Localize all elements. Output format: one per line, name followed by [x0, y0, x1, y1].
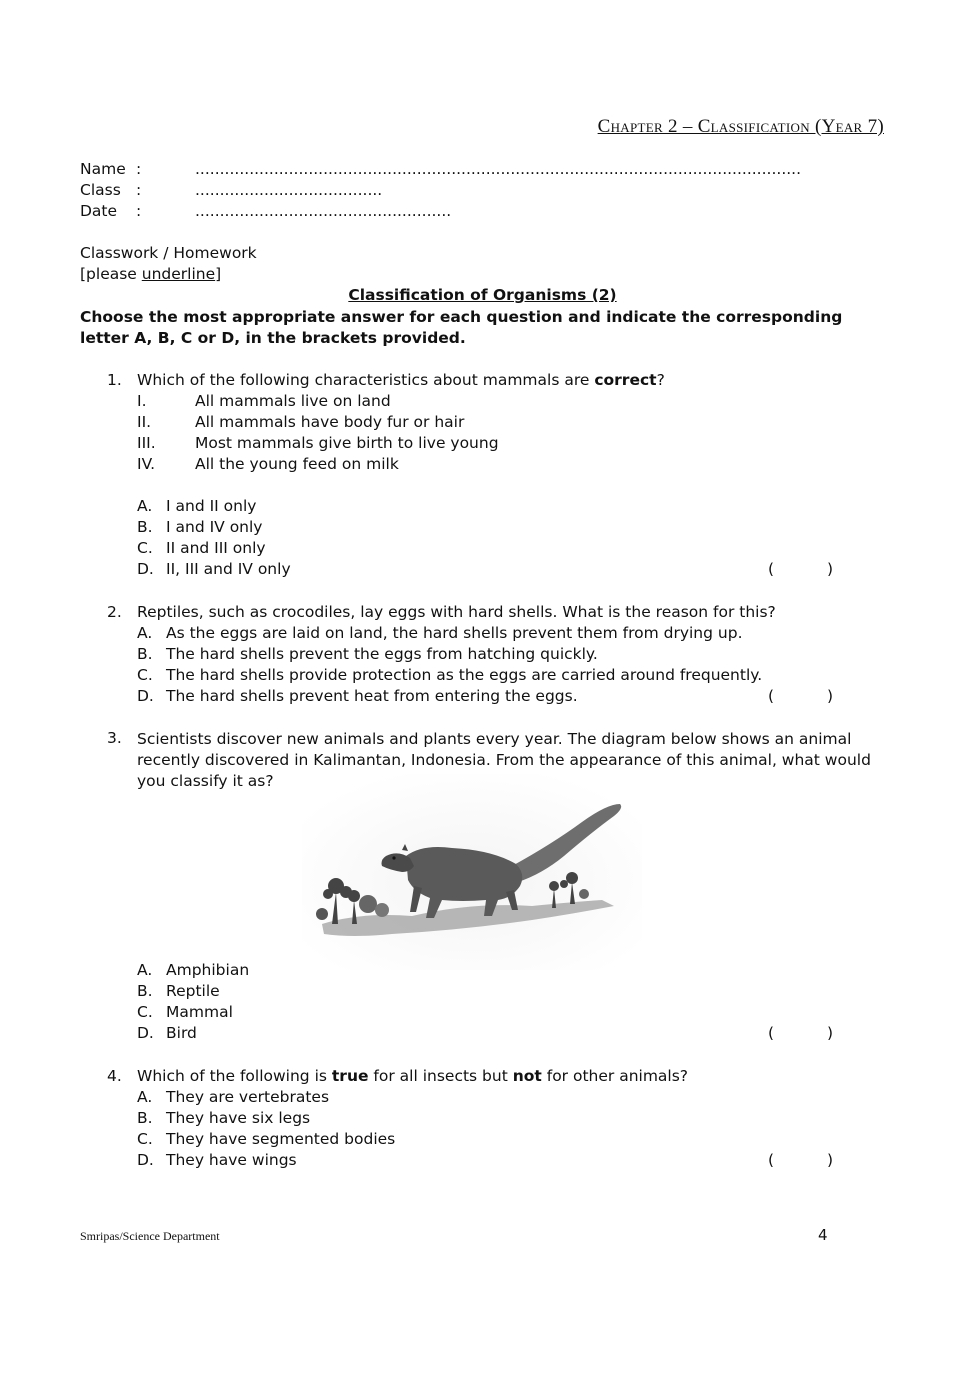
q3-option: Bird — [166, 1024, 197, 1042]
work-type: Classwork / Homework — [80, 244, 257, 262]
q1-statement-num: IV. — [137, 455, 156, 473]
q1-text — [137, 371, 665, 389]
q4-text-bold-not: not — [512, 1067, 542, 1085]
q4-option-letter: B. — [137, 1109, 153, 1127]
q3-option: Amphibian — [166, 961, 250, 979]
q3-number: 3. — [107, 729, 122, 747]
q1-statement-num: III. — [137, 434, 156, 452]
q1-statement: All mammals live on land — [195, 392, 391, 410]
q2-option: The hard shells prevent heat from entering the eggs. — [166, 687, 578, 705]
q1-option: II, III and IV only — [166, 560, 291, 578]
class-label: Class — [80, 181, 121, 199]
name-label: Name — [80, 160, 126, 178]
footer-department: Smripas/Science Department — [80, 1229, 220, 1243]
q2-option-letter: B. — [137, 645, 153, 663]
q1-text-end: ? — [656, 371, 665, 389]
q1-option: I and IV only — [166, 518, 263, 536]
q4-option-letter: D. — [137, 1151, 154, 1169]
q1-option-letter: D. — [137, 560, 154, 578]
underline-prefix: [please — [80, 265, 142, 283]
name-colon: : — [136, 160, 142, 178]
q1-option: II and III only — [166, 539, 266, 557]
q4-text-part: Which of the following is — [137, 1067, 332, 1085]
q2-answer-bracket-close[interactable]: ) — [827, 687, 834, 705]
chapter-heading: Chapter 2 – Classification (Year 7) — [597, 116, 884, 137]
q1-statement: Most mammals give birth to live young — [195, 434, 499, 452]
q2-answer-bracket-open[interactable]: ( — [768, 687, 775, 705]
q1-answer-bracket-open[interactable]: ( — [768, 560, 775, 578]
date-field[interactable]: .................................................... — [195, 202, 452, 220]
q4-option: They are vertebrates — [166, 1088, 330, 1106]
q4-answer-bracket-close[interactable]: ) — [827, 1151, 834, 1169]
q4-option: They have six legs — [166, 1109, 311, 1127]
q4-option-letter: A. — [137, 1088, 153, 1106]
instruction: Choose the most appropriate answer for each question and indicate the corresponding letter A, B, C or D, in the brackets provided. — [80, 308, 843, 347]
underline-suffix: ] — [215, 265, 222, 283]
q1-text-part: Which of the following characteristics about mammals are — [137, 371, 595, 389]
page-number: 4 — [818, 1226, 828, 1244]
q3-option: Mammal — [166, 1003, 233, 1021]
q1-answer-bracket-close[interactable]: ) — [827, 560, 834, 578]
q1-statement-num: II. — [137, 413, 152, 431]
q4-text — [137, 1067, 688, 1085]
q3-answer-bracket-open[interactable]: ( — [768, 1024, 775, 1042]
animal-eye — [392, 856, 395, 859]
q4-answer-bracket-open[interactable]: ( — [768, 1151, 775, 1169]
q4-option: They have wings — [166, 1151, 297, 1169]
underline-instruction — [80, 265, 221, 283]
q2-option: As the eggs are laid on land, the hard shells prevent them from drying up. — [166, 624, 743, 642]
q2-option-letter: D. — [137, 687, 154, 705]
q4-option-letter: C. — [137, 1130, 153, 1148]
underline-word: underline — [141, 265, 216, 283]
q2-option: The hard shells provide protection as the eggs are carried around frequently. — [166, 666, 763, 684]
q2-number: 2. — [107, 603, 122, 621]
q3-option-letter: A. — [137, 961, 153, 979]
q1-statement: All the young feed on milk — [195, 455, 399, 473]
q1-statement-num: I. — [137, 392, 147, 410]
class-field[interactable]: ...................................... — [195, 181, 383, 199]
q3-answer-bracket-close[interactable]: ) — [827, 1024, 834, 1042]
q2-option-letter: A. — [137, 624, 153, 642]
date-label: Date — [80, 202, 118, 220]
date-colon: : — [136, 202, 142, 220]
q3-option-letter: C. — [137, 1003, 153, 1021]
q1-option-letter: B. — [137, 518, 153, 536]
q4-number: 4. — [107, 1067, 122, 1085]
q1-option: I and II only — [166, 497, 257, 515]
q3-option: Reptile — [166, 982, 220, 1000]
q1-number: 1. — [107, 371, 122, 389]
q1-option-letter: A. — [137, 497, 153, 515]
q2-text: Reptiles, such as crocodiles, lay eggs with hard shells. What is the reason for this? — [137, 603, 776, 621]
class-colon: : — [136, 181, 142, 199]
q3-option-letter: D. — [137, 1024, 154, 1042]
q4-text-part: for all insects but — [368, 1067, 513, 1085]
q2-option-letter: C. — [137, 666, 153, 684]
q4-text-bold-true: true — [331, 1067, 369, 1085]
q1-option-letter: C. — [137, 539, 153, 557]
name-field[interactable]: ........................................................................................................................... — [195, 160, 802, 178]
q2-option: The hard shells prevent the eggs from hatching quickly. — [166, 645, 598, 663]
q3-option-letter: B. — [137, 982, 153, 1000]
worksheet-title: Classification of Organisms (2) — [348, 286, 617, 304]
q3-text: Scientists discover new animals and plants every year. The diagram below shows an animal recently discovered in Kalimantan, Indonesia. From the appearance of this animal, what would you classify it as? — [137, 730, 871, 790]
q1-text-bold: correct — [594, 371, 657, 389]
q4-text-end: for other animals? — [541, 1067, 689, 1085]
animal-illustration — [302, 774, 642, 970]
q4-option: They have segmented bodies — [166, 1130, 396, 1148]
q1-statement: All mammals have body fur or hair — [195, 413, 465, 431]
